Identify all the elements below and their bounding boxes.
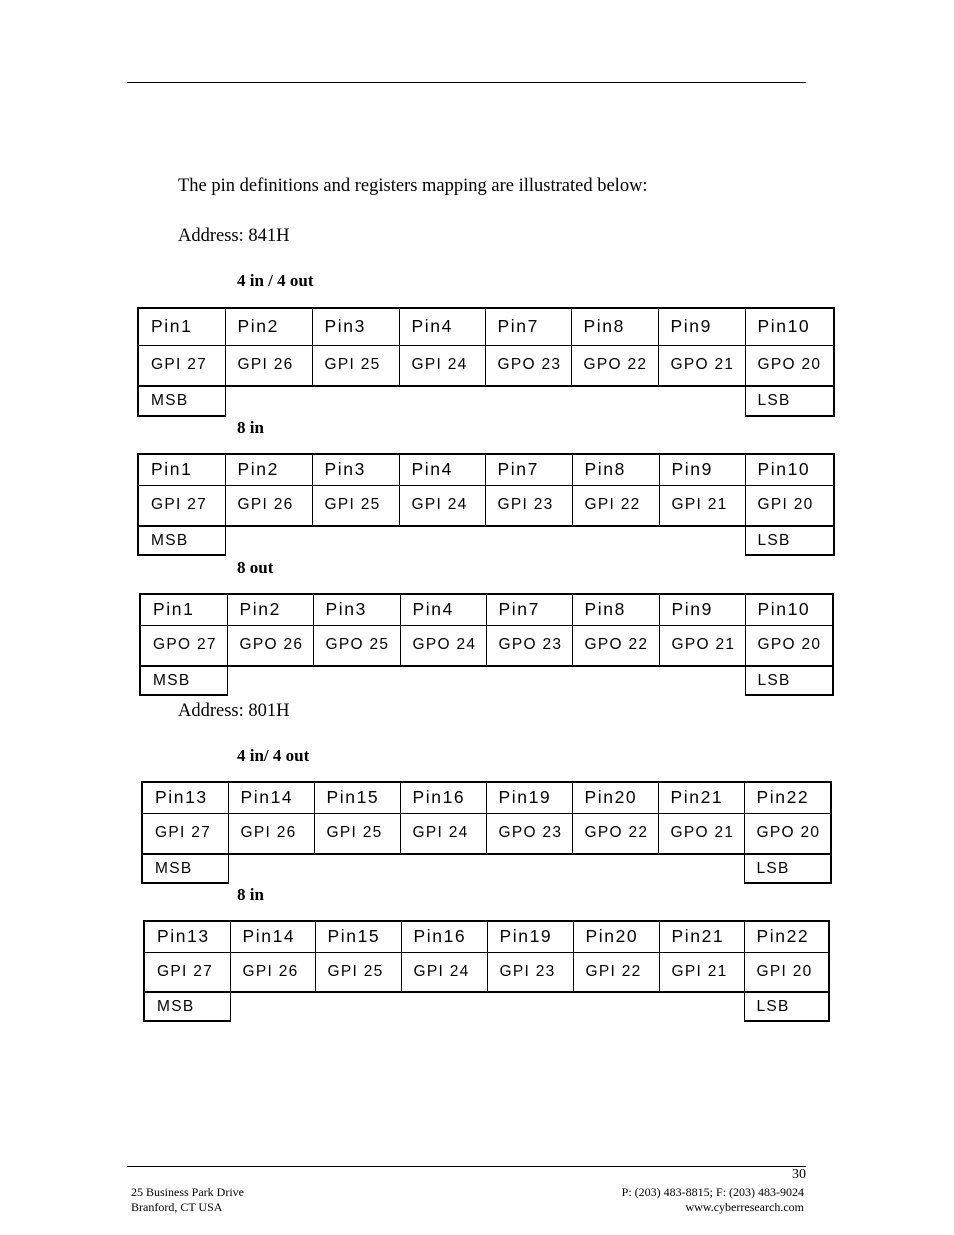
pin-cell: Pin8: [572, 594, 659, 625]
pin-cell: Pin8: [572, 454, 659, 485]
footer-website: www.cyberresearch.com: [685, 1200, 804, 1214]
msb-label: MSB: [138, 386, 225, 416]
signal-cell: GPO 26: [227, 625, 313, 666]
lsb-label: LSB: [745, 386, 834, 416]
pin-cell: Pin21: [659, 921, 744, 952]
lsb-label: LSB: [744, 992, 829, 1021]
pin-cell: Pin16: [401, 921, 487, 952]
bit-order-gap: [230, 992, 744, 1021]
register-table: [137, 307, 835, 417]
footer-address-line2: Branford, CT USA: [131, 1200, 223, 1214]
table-heading: 4 in/ 4 out: [237, 746, 310, 765]
lsb-label: LSB: [745, 526, 834, 555]
pin-cell: Pin7: [486, 594, 572, 625]
signal-cell: GPO 20: [744, 813, 831, 854]
signal-cell: GPO 21: [658, 345, 745, 386]
pin-cell: Pin7: [485, 454, 572, 485]
pin-cell: Pin1: [138, 454, 225, 485]
signal-cell: GPO 22: [572, 813, 658, 854]
table-heading: 8 in: [237, 885, 264, 904]
signal-cell: GPI 20: [745, 485, 834, 526]
pin-cell: Pin16: [400, 782, 486, 813]
pin-cell: Pin1: [138, 308, 225, 345]
msb-label: MSB: [142, 854, 228, 883]
pin-cell: Pin2: [225, 454, 312, 485]
signal-cell: GPI 22: [573, 952, 659, 992]
pin-cell: Pin21: [658, 782, 744, 813]
msb-label: MSB: [138, 526, 225, 555]
signal-cell: GPI 27: [142, 813, 228, 854]
signal-cell: GPO 20: [745, 625, 833, 666]
msb-label: MSB: [144, 992, 230, 1021]
pin-cell: Pin13: [144, 921, 230, 952]
pin-cell: Pin14: [228, 782, 314, 813]
lsb-label: LSB: [745, 666, 833, 695]
pin-cell: Pin10: [745, 454, 834, 485]
footer-address: [131, 1185, 244, 1215]
signal-cell: GPO 21: [658, 813, 744, 854]
register-table: [137, 453, 835, 556]
footer-phone: P: (203) 483-8815; F: (203) 483-9024: [621, 1185, 804, 1199]
pin-cell: Pin10: [745, 308, 834, 345]
signal-cell: GPI 27: [144, 952, 230, 992]
signal-cell: GPI 26: [225, 485, 312, 526]
signal-cell: GPI 23: [487, 952, 573, 992]
lsb-label: LSB: [744, 854, 831, 883]
bit-order-gap: [228, 854, 744, 883]
signal-cell: GPI 25: [312, 345, 399, 386]
pin-cell: Pin4: [399, 308, 485, 345]
signal-cell: GPO 23: [485, 345, 571, 386]
pin-cell: Pin3: [312, 454, 399, 485]
pin-cell: Pin22: [744, 782, 831, 813]
table-heading: 8 out: [237, 558, 274, 577]
pin-cell: Pin20: [573, 921, 659, 952]
signal-cell: GPI 26: [230, 952, 315, 992]
pin-cell: Pin10: [745, 594, 833, 625]
register-table: [143, 920, 830, 1022]
pin-cell: Pin9: [659, 454, 745, 485]
register-table: [141, 781, 832, 884]
msb-label: MSB: [140, 666, 227, 695]
table-heading: 4 in / 4 out: [237, 271, 314, 290]
footer-contact: [560, 1185, 804, 1215]
pin-cell: Pin2: [227, 594, 313, 625]
pin-cell: Pin4: [399, 454, 485, 485]
signal-cell: GPI 24: [400, 813, 486, 854]
signal-cell: GPI 27: [138, 485, 225, 526]
signal-cell: GPO 22: [572, 625, 659, 666]
pin-cell: Pin15: [314, 782, 400, 813]
signal-cell: GPI 23: [485, 485, 572, 526]
pin-cell: Pin1: [140, 594, 227, 625]
pin-cell: Pin20: [572, 782, 658, 813]
signal-cell: GPO 20: [745, 345, 834, 386]
signal-cell: GPI 25: [312, 485, 399, 526]
signal-cell: GPO 23: [486, 813, 572, 854]
page-number: 30: [792, 1167, 806, 1182]
bit-order-gap: [227, 666, 745, 695]
header-rule: [127, 82, 806, 83]
pin-cell: Pin9: [658, 308, 745, 345]
signal-cell: GPI 25: [315, 952, 401, 992]
bit-order-gap: [225, 526, 745, 555]
signal-cell: GPO 21: [659, 625, 745, 666]
pin-cell: Pin19: [486, 782, 572, 813]
signal-cell: GPI 20: [744, 952, 829, 992]
signal-cell: GPI 25: [314, 813, 400, 854]
pin-cell: Pin3: [312, 308, 399, 345]
pin-cell: Pin4: [400, 594, 486, 625]
pin-cell: Pin7: [485, 308, 571, 345]
pin-cell: Pin3: [313, 594, 400, 625]
pin-cell: Pin14: [230, 921, 315, 952]
signal-cell: GPI 27: [138, 345, 225, 386]
intro-text: The pin definitions and registers mapping are illustrated below:: [178, 176, 648, 196]
signal-cell: GPO 24: [400, 625, 486, 666]
pin-cell: Pin22: [744, 921, 829, 952]
bit-order-gap: [225, 386, 745, 416]
pin-cell: Pin9: [659, 594, 745, 625]
signal-cell: GPO 27: [140, 625, 227, 666]
pin-cell: Pin8: [571, 308, 658, 345]
table-heading: 8 in: [237, 418, 264, 437]
signal-cell: GPI 24: [399, 345, 485, 386]
register-table: [139, 593, 834, 696]
signal-cell: GPO 25: [313, 625, 400, 666]
address-841-label: Address: 841H: [178, 226, 290, 246]
signal-cell: GPI 21: [659, 485, 745, 526]
pin-cell: Pin2: [225, 308, 312, 345]
signal-cell: GPO 22: [571, 345, 658, 386]
signal-cell: GPI 24: [399, 485, 485, 526]
signal-cell: GPI 22: [572, 485, 659, 526]
pin-cell: Pin19: [487, 921, 573, 952]
pin-cell: Pin13: [142, 782, 228, 813]
footer-address-line1: 25 Business Park Drive: [131, 1185, 244, 1199]
signal-cell: GPI 26: [225, 345, 312, 386]
signal-cell: GPI 26: [228, 813, 314, 854]
signal-cell: GPO 23: [486, 625, 572, 666]
signal-cell: GPI 21: [659, 952, 744, 992]
pin-cell: Pin15: [315, 921, 401, 952]
signal-cell: GPI 24: [401, 952, 487, 992]
footer-rule: [127, 1166, 806, 1167]
address-801-label: Address: 801H: [178, 701, 290, 721]
